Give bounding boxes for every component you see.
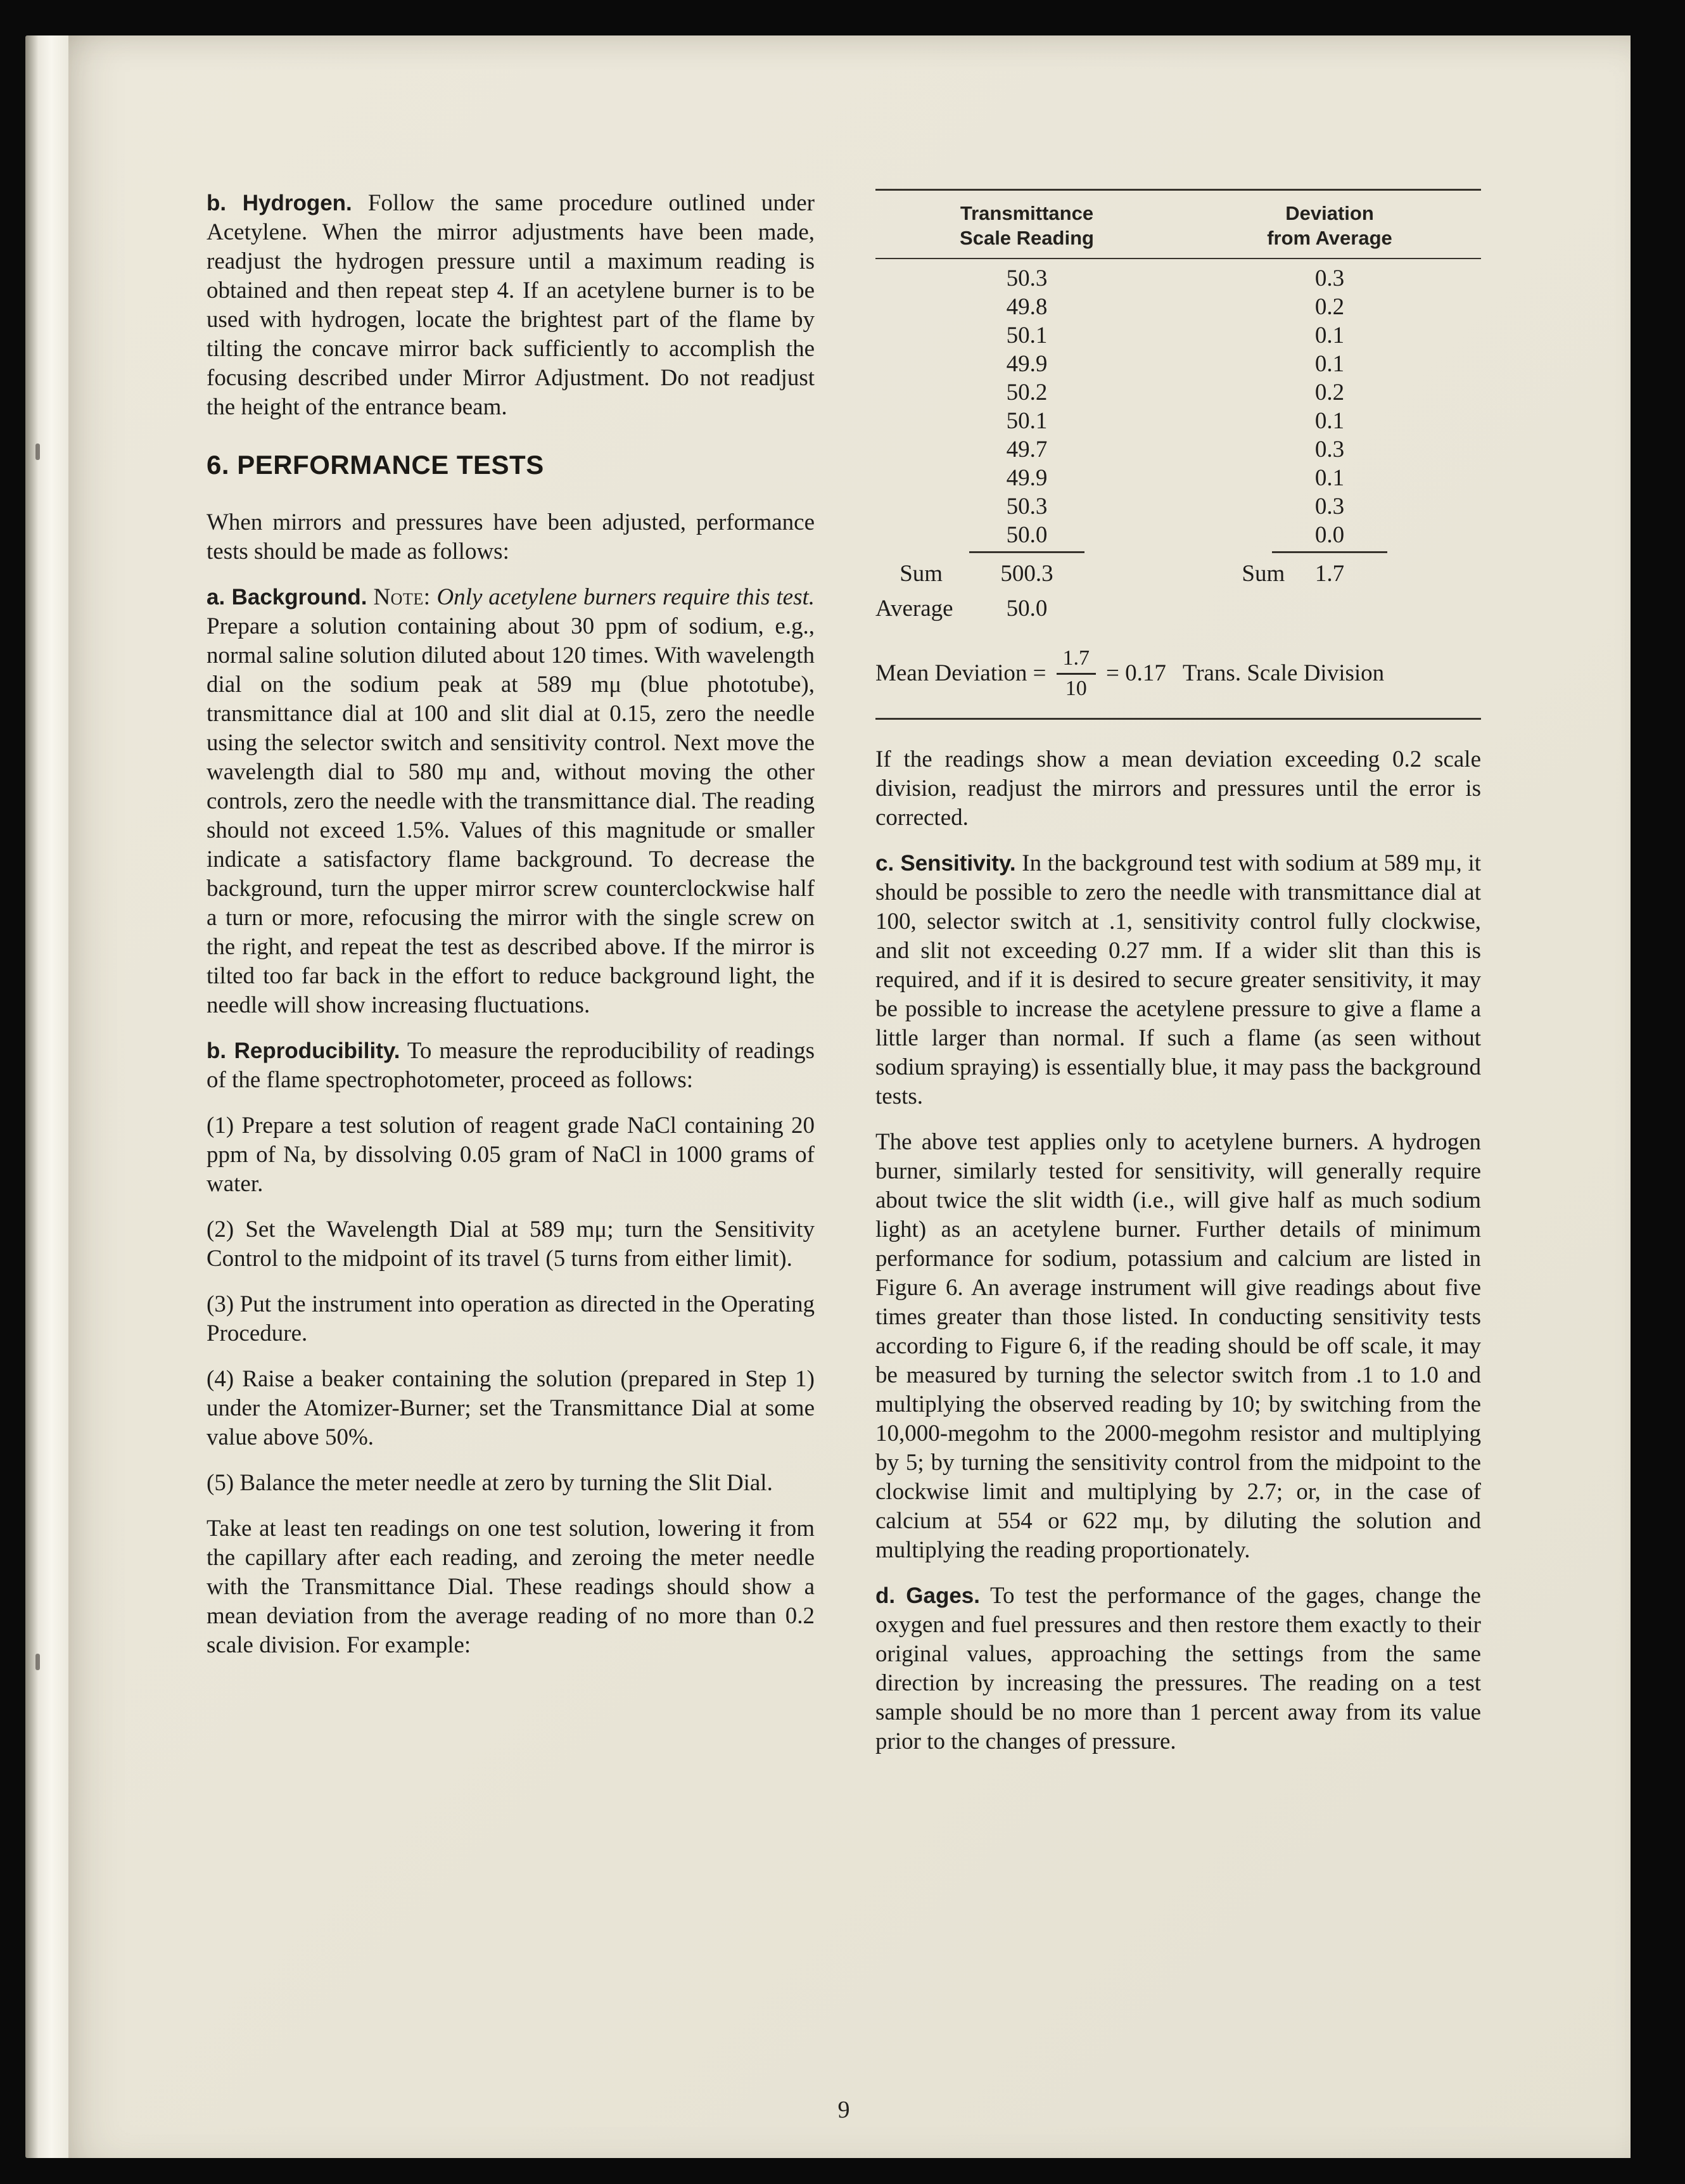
deviation-cell: 0.3	[1314, 265, 1345, 291]
table-row	[875, 435, 1481, 464]
average-value: 50.0	[1006, 596, 1048, 622]
reproducibility-paragraph	[207, 1037, 815, 1095]
after-table-paragraph: If the readings show a mean deviation exceeding 0.2 scale division, readjust the mirrors and pressures until the error is corrected.	[875, 746, 1481, 831]
deviation-cell: 0.1	[1314, 408, 1345, 434]
reproducibility-text: To measure the reproducibility of readings of the flame spectrophotometer, proceed as follows:	[207, 1038, 815, 1093]
sum-label: Sum	[1242, 561, 1285, 587]
sensitivity-paragraph	[875, 849, 1481, 1111]
table-body	[875, 259, 1481, 549]
reading-cell: 49.8	[1006, 294, 1048, 320]
section-heading: 6. PERFORMANCE TESTS	[207, 450, 544, 480]
column-header-transmittance	[875, 201, 1178, 250]
right-column	[875, 189, 1481, 1773]
deviation-cell: 0.1	[1314, 351, 1345, 377]
closing-paragraph: Take at least ten readings on one test solution, lowering it from the capillary after each reading, and zeroing the meter needle with the Transmittance Dial. These readings should show a mean deviation from the average reading of no more than 0.2 scale division. For example:	[207, 1516, 815, 1658]
page-content	[207, 189, 1481, 1773]
table-row	[875, 264, 1481, 293]
sum-underlines	[875, 549, 1481, 553]
readings-table	[875, 189, 1481, 629]
column-header-deviation	[1178, 201, 1481, 250]
gages-text: To test the performance of the gages, change the oxygen and fuel pressures and then restore them exactly to their original values, approaching the settings from the same direction by increasing the pressures. The reading on a test sample should be no more than 1 percent away from its value prior to the changes of pressure.	[875, 1583, 1481, 1754]
deviation-cell: 0.1	[1314, 465, 1345, 491]
deviation-cell: 0.2	[1314, 294, 1345, 320]
hydrogen-paragraph	[207, 189, 815, 422]
sum-label: Sum	[900, 561, 943, 587]
left-column	[207, 189, 815, 1773]
fraction-numerator: 1.7	[1057, 646, 1097, 675]
staple-mark	[35, 1654, 40, 1670]
gages-paragraph	[875, 1581, 1481, 1756]
hydrogen-label: b. Hydrogen.	[207, 191, 352, 215]
step-item-5: (5) Balance the meter needle at zero by turning the Slit Dial.	[207, 1470, 773, 1496]
note-label: Note:	[373, 584, 431, 610]
deviation-cell: 0.3	[1314, 494, 1345, 520]
page-number: 9	[837, 2097, 850, 2123]
step-item-2: (2) Set the Wavelength Dial at 589 mμ; turn the Sensitivity Control to the midpoint of its travel (5 turns from either limit).	[207, 1217, 815, 1272]
gages-label: d. Gages.	[875, 1583, 980, 1608]
reading-cell: 49.9	[1006, 465, 1048, 491]
table-row	[875, 293, 1481, 321]
background-text: Prepare a solution containing about 30 ppm of sodium, e.g., normal saline solution diluted about 120 times. With wavelength dial on the sodium peak at 589 mμ (blue phototube), transmittance dial at 100 and slit dial at 0.15, zero the needle using the selector switch and sensitivity control. Next move the wavelength dial to 580 mμ and, without moving the other controls, zero the needle with the transmittance dial. The reading should not exceed 1.5%. Values of this magnitude or smaller indicate a satisfactory flame background. To decrease the background, turn the upper mirror screw counterclockwise half a turn or more, refocusing the mirror with the single screw on the right, and repeat the test as described above. If the mirror is tilted too far back in the effort to reduce background light, the needle will show increasing fluctuations.	[207, 613, 815, 1018]
header-line: Transmittance	[960, 202, 1094, 224]
header-line: from Average	[1267, 227, 1392, 249]
sensitivity-label: c. Sensitivity.	[875, 851, 1016, 876]
header-line: Deviation	[1285, 202, 1374, 224]
reading-cell: 50.1	[1006, 322, 1048, 348]
reproducibility-label: b. Reproducibility.	[207, 1038, 400, 1063]
reading-cell: 49.7	[1006, 437, 1048, 463]
table-row	[875, 464, 1481, 492]
table-row	[875, 378, 1481, 407]
sum-underline-right	[1178, 549, 1481, 553]
reading-cell: 50.3	[1006, 494, 1048, 520]
table-row	[875, 321, 1481, 350]
deviation-cell: 0.2	[1314, 380, 1345, 406]
fraction-denominator: 10	[1065, 677, 1087, 700]
deviation-cell: 0.0	[1314, 522, 1345, 548]
mean-deviation-formula	[875, 646, 1481, 701]
table-row	[875, 350, 1481, 378]
mean-deviation-unit: Trans. Scale Division	[1182, 660, 1385, 686]
step-item-1: (1) Prepare a test solution of reagent grade NaCl containing 20 ppm of Na, by dissolving 0.05 gram of NaCl in 1000 grams of water.	[207, 1113, 815, 1197]
header-line: Scale Reading	[960, 227, 1094, 249]
reading-cell: 50.1	[1006, 408, 1048, 434]
average-label: Average	[875, 596, 953, 622]
note-italic: Only acetylene burners require this test.	[436, 584, 815, 610]
formula-bottom-rule	[875, 718, 1481, 720]
page-edge-strip	[25, 35, 72, 2158]
reading-cell: 50.2	[1006, 380, 1048, 406]
reading-cell: 50.3	[1006, 265, 1048, 291]
sum-underline-left	[875, 549, 1178, 553]
reading-cell: 50.0	[1006, 522, 1048, 548]
table-row	[875, 492, 1481, 521]
step-item-4: (4) Raise a beaker containing the solution (prepared in Step 1) under the Atomizer-Burner; set the Transmittance Dial at some value above 50%.	[207, 1366, 815, 1450]
acetylene-paragraph: The above test applies only to acetylene burners. A hydrogen burner, similarly tested for sensitivity, will generally require about twice the slit width (i.e., will give half as much sodium light) as an acetylene burner. Further details of minimum performance for sodium, potassium and calcium are listed in Figure 6. An average instrument will give readings about five times greater than those listed. In conducting sensitivity tests according to Figure 6, if the reading should be off scale, it may be measured by turning the selector switch from .1 to 1.0 and multiplying the observed reading by 10; by switching from the 10,000-megohm to the 2000-megohm resistor and multiplying by 5; by turning the sensitivity control from the midpoint to the clockwise limit and multiplying by 2.7; or, in the case of calcium at 554 or 622 mμ, by diluting the solution and multiplying the reading proportionately.	[875, 1129, 1481, 1563]
document-page	[68, 35, 1631, 2158]
sum-deviation-value: 1.7	[1314, 561, 1345, 587]
table-row	[875, 521, 1481, 549]
sensitivity-text: In the background test with sodium at 589 mμ, it should be possible to zero the needle with transmittance dial at 100, selector switch at .1, sensitivity control fully clockwise, and slit not exceeding 0.27 mm. If a wider slit than this is required, and if it is desired to secure greater sensitivity, it may be possible to increase the acetylene pressure to give a flame a little larger than normal. If such a flame (as seen without sodium spraying) is essentially blue, it may pass the background tests.	[875, 850, 1482, 1109]
mean-deviation-result: = 0.17	[1106, 660, 1166, 686]
background-paragraph	[207, 583, 815, 1020]
hydrogen-text: Follow the same procedure outlined under Acetylene. When the mirror adjustments have been made, readjust the hydrogen pressure until a maximum reading is obtained and then repeat step 4. If an acetylene burner is to be used with hydrogen, locate the brightest part of the flame by tilting the concave mirror back sufficiently to accomplish the focusing described under Mirror Adjustment. Do not readjust the height of the entrance beam.	[207, 190, 815, 420]
mean-deviation-label: Mean Deviation =	[875, 660, 1046, 686]
fraction	[1057, 646, 1097, 701]
deviation-cell: 0.1	[1314, 322, 1345, 348]
staple-mark	[35, 444, 40, 460]
step-item-3: (3) Put the instrument into operation as directed in the Operating Procedure.	[207, 1291, 815, 1346]
intro-paragraph: When mirrors and pressures have been adjusted, performance tests should be made as follows:	[207, 509, 815, 565]
average-row	[875, 592, 1481, 629]
deviation-cell: 0.3	[1314, 437, 1345, 463]
sum-reading-value: 500.3	[1000, 561, 1053, 587]
table-header-row	[875, 191, 1481, 258]
sum-row	[875, 558, 1481, 592]
reading-cell: 49.9	[1006, 351, 1048, 377]
background-label: a. Background.	[207, 585, 367, 610]
table-row	[875, 407, 1481, 435]
